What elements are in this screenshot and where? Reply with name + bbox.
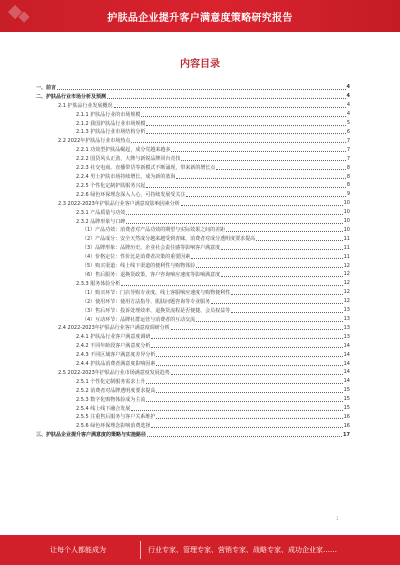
toc-entry-page: 8: [346, 173, 350, 180]
toc-entry[interactable]: [36, 306, 350, 315]
toc-entry[interactable]: [36, 288, 350, 297]
toc-entry-page: 7: [346, 137, 350, 144]
toc-entry-page: 14: [343, 378, 350, 385]
toc-entry-label: 2.3 2022-2023年护肤品行业客户满意度影响因素分析: [58, 200, 180, 207]
toc-leader-dots: [231, 290, 342, 295]
toc-entry-label: 2.2.4 男士护肤市场持续增长，成为新的蓝海: [76, 174, 176, 181]
toc-leader-dots: [186, 192, 345, 197]
toc-entry[interactable]: [36, 154, 350, 163]
toc-entry-page: 13: [343, 324, 350, 331]
toc-leader-dots: [151, 334, 342, 339]
toc-entry[interactable]: [36, 377, 350, 386]
toc-entry-label: 2.3.1 产品质量与功效: [76, 209, 126, 216]
toc-leader-dots: [196, 317, 342, 322]
toc-heading: 内容目录: [180, 59, 220, 70]
toc-entry-page: 12: [343, 289, 350, 296]
toc-leader-dots: [146, 129, 345, 134]
toc-entry-page: 4: [346, 84, 350, 91]
toc-entry[interactable]: [36, 386, 350, 395]
toc-entry[interactable]: [36, 297, 350, 306]
report-footer: [0, 535, 400, 565]
toc-entry-label: 2.2.6 绿色环保理念深入人心，可持续发展受关注: [76, 191, 186, 198]
toc-entry-label: （2）产品成分：安全天然成分越来越受到青睐，消费者对成分透明度要求提高: [82, 236, 256, 243]
toc-entry[interactable]: [36, 83, 350, 92]
toc-leader-dots: [126, 219, 342, 224]
toc-entry[interactable]: [36, 145, 350, 154]
toc-entry-label: 2.2.5 个性化定制护肤服务兴起: [76, 182, 146, 189]
toc-entry-page: 13: [343, 307, 350, 314]
toc-entry[interactable]: [36, 413, 350, 422]
toc-entry-page: 12: [343, 298, 350, 305]
toc-leader-dots: [171, 147, 345, 152]
toc-leader-dots: [156, 388, 342, 393]
toc-entry-page: 16: [343, 413, 350, 420]
toc-entry-page: 14: [343, 369, 350, 376]
toc-entry-label: 2.5.4 线上线下融合发展: [76, 405, 131, 412]
toc-entry-page: 16: [343, 422, 350, 429]
toc-leader-dots: [151, 343, 342, 348]
toc-entry-label: （4）互动环节：品牌社群运营与消费者的互动交流: [82, 316, 196, 323]
toc-entry-label: （3）品牌形象：品牌历史、企业社会责任感等影响客户满意度: [82, 245, 221, 252]
toc-entry-page: 5: [346, 120, 350, 127]
toc-entry[interactable]: [36, 234, 350, 243]
toc-entry[interactable]: [36, 226, 350, 235]
toc-entry-page: 4: [346, 93, 350, 100]
toc-entry[interactable]: [36, 92, 350, 101]
toc-entry-page: 10: [343, 200, 350, 207]
toc-entry[interactable]: [36, 163, 350, 172]
toc-entry-page: 11: [343, 235, 350, 242]
toc-entry-label: （5）购买渠道：线上线下渠道的便利性与购物体验: [82, 263, 196, 270]
toc-leader-dots: [156, 414, 342, 419]
report-title: 护肤品企业提升客户满意度策略研究报告: [107, 13, 293, 24]
toc-entry-label: 2.4.3 不同区域客户满意度差异分析: [76, 352, 156, 359]
toc-leader-dots: [121, 281, 342, 286]
toc-leader-dots: [107, 94, 346, 99]
toc-entry-label: 2.2.1 功效型护肤品崛起，成分党越来越多: [76, 147, 171, 154]
toc-leader-dots: [57, 85, 346, 90]
toc-entry[interactable]: [36, 341, 350, 350]
toc-entry[interactable]: [36, 421, 350, 430]
toc-entry[interactable]: [36, 359, 350, 368]
report-header: [0, 0, 400, 32]
toc-entry-label: （6）售后服务：退换货政策、客户咨询响应速度等影响满意度: [82, 271, 221, 278]
toc-entry-page: 15: [343, 387, 350, 394]
toc-entry-label: （4）价格定位：性价比是消费者决策的重要因素: [82, 254, 191, 261]
toc-entry-page: 11: [343, 244, 350, 251]
toc-leader-dots: [146, 379, 342, 384]
toc-entry-label: 2.5 2022-2023年护肤品行业市场满意度发展趋势: [58, 369, 170, 376]
toc-entry-label: 三、护肤品企业提升客户满意度的策略与实施路径: [36, 432, 147, 439]
toc-entry-page: 7: [346, 155, 350, 162]
toc-entry[interactable]: [36, 208, 350, 217]
toc-entry-page: 15: [343, 396, 350, 403]
toc-leader-dots: [171, 370, 343, 375]
toc-entry[interactable]: [36, 252, 350, 261]
toc-entry-page: 14: [343, 342, 350, 349]
footer-slogan-right: 行业专家、管理专家、营销专家、战略专家、成功企业家……: [148, 546, 337, 554]
toc-entry-page: 12: [343, 271, 350, 278]
toc-leader-dots: [151, 423, 342, 428]
toc-leader-dots: [146, 121, 345, 126]
toc-entry-label: 二、护肤品行业市场分析及预测: [36, 93, 107, 100]
toc-entry[interactable]: [36, 101, 350, 110]
toc-entry-label: 2.5.3 数字化购物体验成为主流: [76, 396, 146, 403]
toc-entry[interactable]: [36, 217, 350, 226]
toc-entry-label: 2.1 护肤品行业发展概况: [58, 102, 113, 109]
toc-leader-dots: [146, 397, 342, 402]
toc-entry[interactable]: [36, 315, 350, 324]
toc-entry[interactable]: [36, 119, 350, 128]
toc-entry-label: 2.4 2022-2023年护肤品行业客户满意度调研分析: [58, 325, 170, 332]
toc-entry[interactable]: [36, 110, 350, 119]
toc-entry[interactable]: [36, 128, 350, 137]
toc-entry[interactable]: [36, 430, 350, 439]
toc-leader-dots: [156, 352, 342, 357]
toc-leader-dots: [146, 183, 345, 188]
toc-leader-dots: [226, 227, 342, 232]
table-of-contents: [36, 83, 350, 439]
toc-leader-dots: [131, 138, 346, 143]
toc-leader-dots: [256, 236, 342, 241]
toc-entry-page: 8: [346, 164, 350, 171]
toc-entry-label: 2.2.3 社交电商、直播带货等新模式不断涌现，带来新的增长点: [76, 165, 216, 172]
toc-entry[interactable]: [36, 323, 350, 332]
toc-entry-page: 14: [343, 360, 350, 367]
toc-entry[interactable]: [36, 270, 350, 279]
toc-entry-page: 7: [346, 146, 350, 153]
footer-divider: [140, 541, 141, 559]
toc-entry[interactable]: [36, 181, 350, 190]
toc-entry-label: 2.1.2 我国护肤品行业市场规模: [76, 120, 146, 127]
toc-entry[interactable]: [36, 332, 350, 341]
toc-entry-label: 2.5.5 注重售后服务与客户关系维护: [76, 414, 156, 421]
toc-entry-page: 4: [346, 102, 350, 109]
toc-entry-page: 12: [343, 280, 350, 287]
toc-entry-label: （2）使用环节：使用方法指导、肌肤问题咨询等专业服务: [82, 298, 211, 305]
toc-entry-label: 2.4.1 护肤品行业客户满意度调研: [76, 334, 151, 341]
toc-entry[interactable]: [36, 172, 350, 181]
toc-entry-page: 8: [346, 182, 350, 189]
toc-entry[interactable]: [36, 261, 350, 270]
toc-leader-dots: [231, 308, 342, 313]
toc-entry[interactable]: [36, 243, 350, 252]
toc-leader-dots: [181, 156, 345, 161]
toc-entry-label: 2.4.4 护肤品消费者满意度影响因素: [76, 361, 156, 368]
toc-entry-page: 10: [343, 209, 350, 216]
toc-entry-label: 2.5.2 消费者对品牌透明度要求提高: [76, 387, 156, 394]
toc-entry-page: 13: [343, 316, 350, 323]
toc-leader-dots: [221, 245, 342, 250]
toc-entry[interactable]: [36, 136, 350, 145]
page-number: 1: [336, 516, 339, 521]
toc-entry[interactable]: [36, 368, 350, 377]
toc-entry-label: 2.1.1 护肤品行业的市场规模: [76, 111, 141, 118]
toc-entry-page: 15: [343, 405, 350, 412]
toc-leader-dots: [147, 432, 342, 437]
toc-leader-dots: [211, 299, 342, 304]
toc-entry[interactable]: [36, 395, 350, 404]
toc-entry-page: 13: [343, 333, 350, 340]
toc-leader-dots: [181, 201, 343, 206]
toc-entry[interactable]: [36, 350, 350, 359]
toc-entry-page: 14: [343, 351, 350, 358]
toc-entry-page: 9: [346, 191, 350, 198]
toc-entry[interactable]: [36, 190, 350, 199]
toc-entry-label: 一、前言: [36, 84, 57, 91]
toc-entry-label: 2.2 2022年护肤品行业市场热点: [58, 138, 131, 145]
toc-leader-dots: [191, 254, 342, 259]
toc-leader-dots: [171, 325, 343, 330]
toc-leader-dots: [156, 361, 342, 366]
toc-entry-label: 2.2.2 国货风头正劲，大牌与新锐品牌同台竞技: [76, 156, 181, 163]
toc-leader-dots: [131, 406, 342, 411]
toc-leader-dots: [141, 112, 345, 117]
toc-entry-label: 2.1.3 护肤品行业市场结构分析: [76, 129, 146, 136]
toc-entry-label: 2.3.3 服务体验分析: [76, 280, 121, 287]
toc-entry-page: 11: [343, 253, 350, 260]
toc-entry-label: （3）售后环节：投诉处理效率、退换货流程是否便捷、会员权益等: [82, 307, 231, 314]
toc-leader-dots: [176, 174, 345, 179]
toc-entry-page: 12: [343, 262, 350, 269]
toc-entry[interactable]: [36, 279, 350, 288]
toc-leader-dots: [114, 103, 346, 108]
toc-entry-page: 4: [346, 111, 350, 118]
toc-entry[interactable]: [36, 404, 350, 413]
toc-entry-page: 6: [346, 128, 350, 135]
toc-leader-dots: [221, 272, 342, 277]
toc-entry-page: 10: [343, 218, 350, 225]
toc-leader-dots: [196, 263, 342, 268]
toc-leader-dots: [216, 165, 345, 170]
toc-entry[interactable]: [36, 199, 350, 208]
toc-entry-label: （1）产品功效：消费者对产品功效的期望与实际效果之间的差距: [82, 227, 226, 234]
toc-entry-page: 10: [343, 226, 350, 233]
footer-slogan-left: 让每个人都能成为: [50, 546, 106, 554]
toc-entry-label: 2.4.2 不同年龄段客户满意度分析: [76, 343, 151, 350]
toc-leader-dots: [126, 210, 342, 215]
toc-entry-label: 2.3.2 品牌形象与口碑: [76, 218, 126, 225]
toc-entry-label: （1）购买环节：门店导购专业度、线上客服响应速度与购物便利性: [82, 289, 231, 296]
toc-entry-page: 17: [343, 431, 350, 438]
toc-entry-label: 2.5.1 个性化定制服务需求上升: [76, 378, 146, 385]
toc-entry-label: 2.5.6 绿色环保理念影响消费选择: [76, 423, 151, 430]
